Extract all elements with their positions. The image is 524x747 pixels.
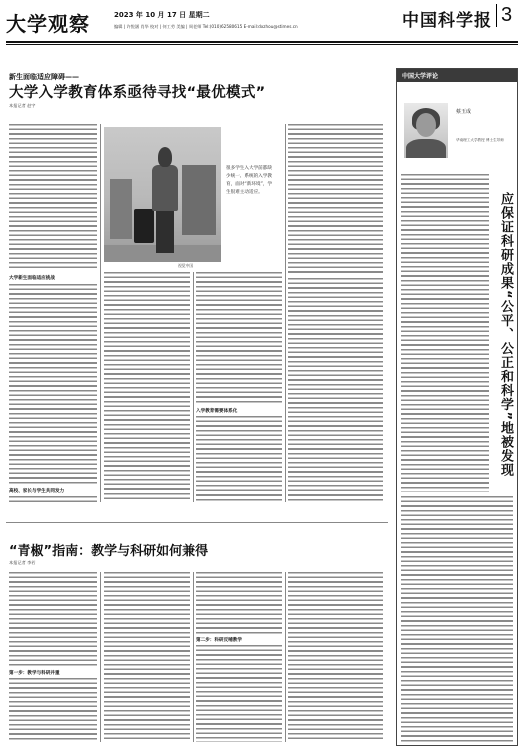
second-column-1b (9, 678, 97, 742)
photo-credit: 视觉中国 (178, 263, 194, 268)
editor-info: 编辑 | 许悦涵 肖华 校对 | 何工劳 美编 | 周老师 Tel:(010)62580615 E-mail:dxzhou@stimes.cn (114, 24, 298, 29)
second-byline: 本报记者 李若 (9, 560, 36, 565)
author-title: 华南理工大学教授 博士生导师 (456, 138, 504, 142)
column-divider (100, 572, 101, 742)
lead-column-2 (104, 272, 190, 502)
lead-subhead: 高校、家长与学生共同发力 (9, 489, 65, 494)
author-portrait (404, 103, 448, 158)
lead-column-1-top (9, 124, 97, 270)
second-column-1 (9, 572, 97, 668)
lead-column-4-top (288, 124, 383, 274)
commentary-headline: 应保证科研成果“公平、公正和科学”地被发现 (498, 192, 513, 478)
column-divider (193, 272, 194, 502)
second-column-2 (104, 572, 190, 742)
lead-kicker: 新生面临适应障碍—— (9, 73, 79, 81)
lead-byline: 本报记者 赵宇 (9, 103, 36, 108)
commentary-column-bottom (401, 496, 513, 742)
column-divider (285, 572, 286, 742)
second-column-4 (288, 572, 383, 742)
lead-photo (104, 127, 221, 262)
lead-column-4 (288, 278, 383, 502)
lead-column-1 (9, 284, 97, 484)
lead-column-3a (196, 272, 282, 404)
photo-caption: 很多学生入大学前都缺少统一、系统的入学教育，面对“新环境”，学生很难主动适应。 (226, 166, 273, 195)
lead-subhead: 大学新生面临适应挑战 (9, 276, 55, 281)
lead-subhead: 入学教育需要体系化 (196, 409, 238, 414)
column-divider (100, 124, 101, 502)
lead-column-1-end (9, 496, 97, 504)
second-subhead: 第一步：教学与科研并重 (9, 671, 60, 676)
lead-column-3b (196, 416, 282, 502)
column-divider (285, 124, 286, 502)
issue-date: 2023 年 10 月 17 日 星期二 (114, 11, 210, 19)
section-title: 大学观察 (6, 12, 90, 36)
commentary-column-top (401, 174, 489, 492)
article-separator (6, 522, 388, 523)
second-subhead: 第二步：科研反哺教学 (196, 638, 242, 643)
header-rule (6, 41, 518, 43)
column-divider (193, 572, 194, 742)
page-number: 3 (496, 4, 512, 27)
second-column-3b (196, 645, 282, 742)
commentary-column-name: 中国大学评论 (402, 73, 439, 80)
second-headline: “青椒”指南：教学与科研如何兼得 (9, 544, 209, 559)
author-name: 蔡玉成 (456, 109, 472, 115)
header-rule-thin (6, 44, 518, 45)
second-column-3 (196, 572, 282, 634)
lead-headline: 大学入学教育体系亟待寻找“最优模式” (9, 85, 266, 101)
newspaper-masthead: 中国科学报 (402, 11, 492, 31)
